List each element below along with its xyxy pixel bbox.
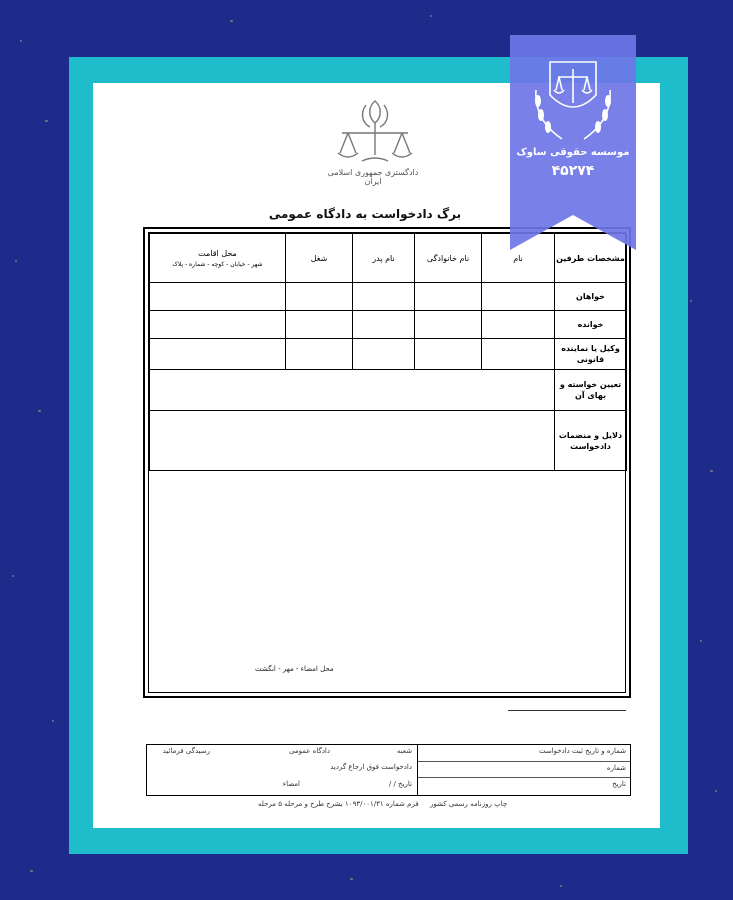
- table-row: [150, 370, 627, 411]
- cell[interactable]: [286, 283, 353, 311]
- header-residence: [150, 234, 286, 283]
- cell[interactable]: [150, 311, 286, 339]
- row-label-claim: تعیین خواسته و بهای آن: [555, 370, 627, 411]
- form-number-note: فرم شماره ۱۰۹۳/۰۰۱/۳۱ بشرح طرح و مرحله ۵ مرحله: [258, 800, 419, 808]
- header-name: نام: [482, 234, 555, 283]
- cell[interactable]: [286, 339, 353, 370]
- parties-table: [149, 233, 627, 471]
- cell[interactable]: [150, 283, 286, 311]
- badge-ribbon: [510, 35, 636, 250]
- footer-branch: شعبه: [396, 747, 412, 755]
- header-father: نام پدر: [353, 234, 415, 283]
- header-family: نام خانوادگی: [415, 234, 482, 283]
- emblem-caption: دادگستری جمهوری اسلامی ایران: [327, 168, 419, 186]
- cell[interactable]: [415, 311, 482, 339]
- footer-line: [418, 761, 630, 762]
- evidence-cell[interactable]: [150, 411, 555, 471]
- signature-note: محل امضاء - مهر - انگشت: [255, 665, 334, 673]
- cell[interactable]: [286, 311, 353, 339]
- form-table-frame: [143, 227, 631, 698]
- table-row: [150, 283, 627, 311]
- row-label-attorney: وکیل یا نماینده قانونی: [555, 339, 627, 370]
- cell[interactable]: [482, 311, 555, 339]
- footer-sign: امضاء: [282, 780, 300, 788]
- badge-code: ۴۵۲۷۴: [551, 163, 595, 179]
- footer-number-label: شماره: [606, 764, 626, 772]
- cell[interactable]: [415, 339, 482, 370]
- printer-note: چاپ روزنامه رسمی کشور: [430, 800, 508, 808]
- form-title: برگ دادخواست به دادگاه عمومی: [268, 207, 462, 221]
- row-label-evidence: دلایل و منضمات دادخواست: [555, 411, 627, 471]
- signature-line: [508, 710, 626, 711]
- cell[interactable]: [482, 339, 555, 370]
- header-job: شغل: [286, 234, 353, 283]
- cell[interactable]: [353, 311, 415, 339]
- claim-cell[interactable]: [150, 370, 555, 411]
- cell[interactable]: [353, 339, 415, 370]
- table-row: [150, 411, 627, 471]
- cell[interactable]: [150, 339, 286, 370]
- footer-date2: تاریخ / /: [388, 780, 412, 788]
- footer-referral: دادخواست فوق ارجاع گردید: [330, 763, 412, 771]
- footer-registration: [417, 745, 630, 795]
- header-residence-sub: شهر - خیابان - کوچه - شماره - پلاک: [172, 260, 263, 268]
- cell[interactable]: [415, 283, 482, 311]
- header-residence-label: محل اقامت: [198, 248, 237, 258]
- cell[interactable]: [482, 283, 555, 311]
- form-table-inner: [148, 232, 626, 693]
- footer-date-label: تاریخ: [612, 780, 626, 788]
- header-parties: مشخصات طرفین: [555, 234, 627, 283]
- footer-box: [146, 744, 631, 796]
- footer-action: رسیدگی فرمائید: [162, 747, 210, 755]
- table-row: [150, 311, 627, 339]
- cell[interactable]: [353, 283, 415, 311]
- row-label-plaintiff: خواهان: [555, 283, 627, 311]
- table-row: [150, 339, 627, 370]
- footer-line: [418, 777, 630, 778]
- badge-org-name: موسسه حقوقی ساوک: [516, 147, 630, 158]
- footer-reg-label: شماره و تاریخ ثبت دادخواست: [538, 747, 626, 755]
- footer-court: دادگاه عمومی: [289, 747, 330, 755]
- row-label-defendant: خوانده: [555, 311, 627, 339]
